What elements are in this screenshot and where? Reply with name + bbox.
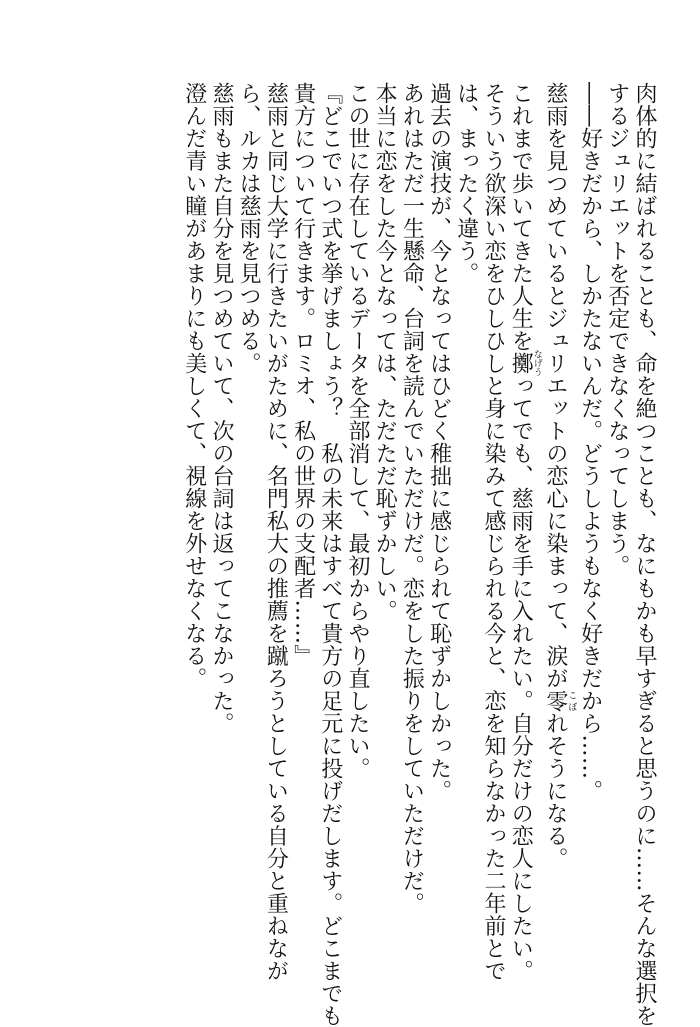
ruby-annotation: 零こぼ — [542, 689, 577, 712]
paragraph-4 — [542, 82, 577, 982]
ruby-line-5: これまで歩いてきた人生を擲なげうってでも、慈雨を手に入れたい。自分だけの恋人にしたい。 — [508, 82, 542, 982]
paragraph-1: 肉体的に結ばれることも、命を絶つことも、なにもかも早すぎると思うのに……そんな選択を — [632, 82, 657, 1027]
paragraph-6: そういう欲深い恋をひしひしと身に染みて感じられる今と、恋を知らなかった二年前とで — [480, 82, 506, 982]
paragraph-17: 澄んだ青い瞳があまりにも美しくて、視線を外せなくなる。 — [181, 82, 207, 690]
ruby-line-4: 慈雨を見つめているとジュリエットの恋心に染まって、涙が零こぼれそうになる。 — [542, 82, 577, 870]
paragraph-8: 過去の演技が、今となってはひどく稚拙に感じられて恥ずかしかった。 — [426, 82, 452, 802]
paragraph-7: は、まったく違う。 — [453, 82, 479, 285]
paragraph-15: ら、ルカは慈雨を見つめる。 — [236, 82, 262, 375]
paragraph-9: あれはただ一生懸命、台詞を読んでいただけだ。恋をした振りをしていただけだ。 — [399, 82, 425, 915]
paragraph-10: 本当に恋をした今となっては、ただただ恥ずかしい。 — [372, 82, 398, 622]
paragraph-5 — [507, 82, 542, 982]
ruby-annotation: 擲なげう — [508, 349, 542, 377]
vertical-text-body — [181, 82, 658, 1027]
paragraph-14: 慈雨と同じ大学に行きたいがために、名門私大の推薦を蹴ろうとしている自分と重ねなが — [263, 82, 289, 982]
paragraph-3: ――好きだから、しかたないんだ。どうしようもなく好きだから……。 — [577, 82, 603, 802]
paragraph-11: この世に存在しているデータを全部消して、最初からやり直したい。 — [344, 82, 370, 780]
paragraph-12: 『どこでいつ式を挙げましょう？ 私の未来はすべて貴方の足元に投げだします。どこまでも — [317, 82, 343, 1027]
paragraph-13: 貴方について行きます。ロミオ、私の世界の支配者……』 — [290, 82, 316, 667]
paragraph-2: するジュリエットを否定できなくなってしまう。 — [604, 82, 630, 577]
paragraph-16: 慈雨もまた自分を見つめていて、次の台詞は返ってこなかった。 — [208, 82, 234, 735]
